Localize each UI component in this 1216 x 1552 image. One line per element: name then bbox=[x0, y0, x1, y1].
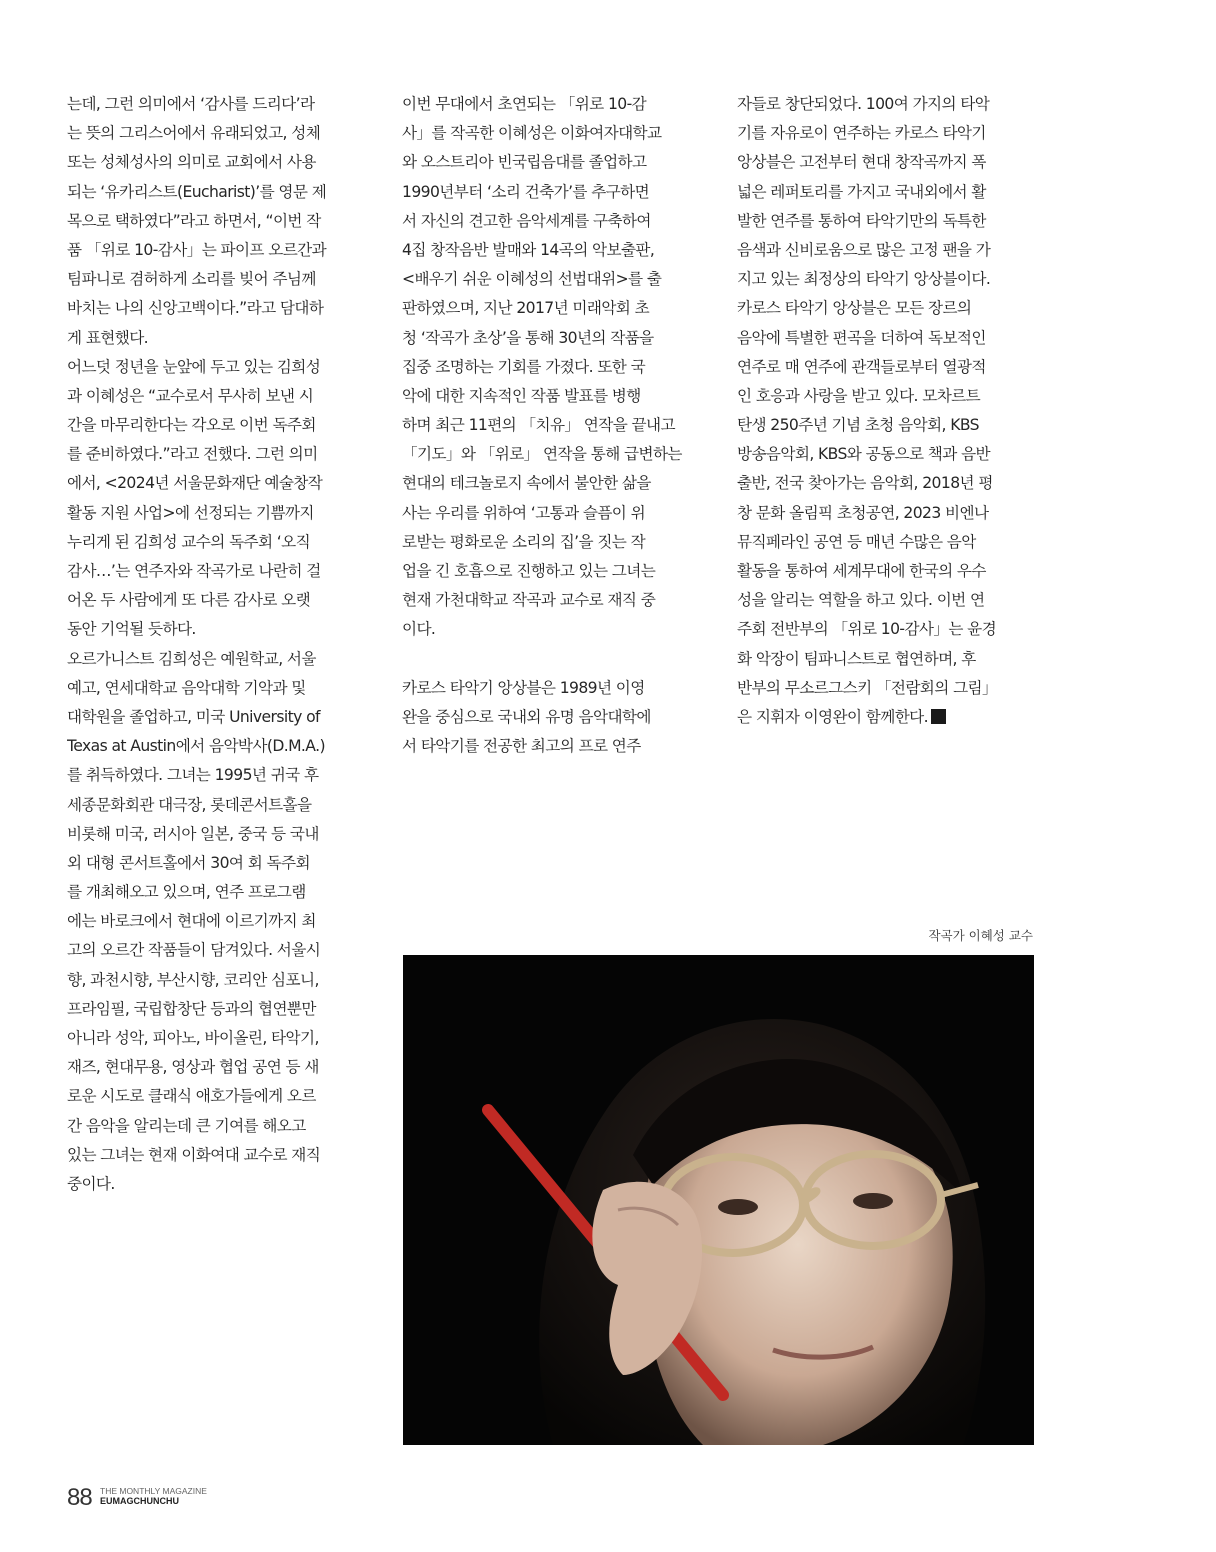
article-paragraph bbox=[737, 90, 1037, 732]
article-paragraph bbox=[67, 645, 367, 1200]
text-line: 에서, <2024년 서울문화재단 예술창작 bbox=[67, 474, 323, 493]
text-line: 를 개최해오고 있으며, 연주 프로그램 bbox=[67, 883, 306, 902]
text-line: 완을 중심으로 국내외 유명 음악대학에 bbox=[402, 707, 651, 726]
text-line: 를 준비하였다.”라고 전했다. 그런 의미 bbox=[67, 445, 318, 464]
text-line: 예고, 연세대학교 음악대학 기악과 및 bbox=[67, 678, 306, 697]
text-line: 이번 무대에서 초연되는 「위로 10-감 bbox=[402, 95, 647, 113]
text-line: 인 호응과 사랑을 받고 있다. 모차르트 bbox=[737, 386, 981, 405]
composer-portrait-photo bbox=[403, 955, 1034, 1445]
text-line: 사는 우리를 위하여 ‘고통과 슬픔이 위 bbox=[402, 503, 646, 522]
text-line: 악에 대한 지속적인 작품 발표를 병행 bbox=[402, 386, 641, 405]
text-line: 감사…’는 연주자와 작곡가로 나란히 걸 bbox=[67, 562, 321, 580]
text-line: 게 표현했다. bbox=[67, 328, 149, 347]
text-line: 또는 성체성사의 의미로 교회에서 사용 bbox=[67, 153, 316, 172]
text-line: 현재 가천대학교 작곡과 교수로 재직 중 bbox=[402, 591, 656, 610]
text-line: 성을 알리는 역할을 하고 있다. 이번 연 bbox=[737, 591, 985, 610]
text-line: 하며 최근 11편의 「치유」 연작을 끝내고 bbox=[402, 416, 675, 435]
text-line: 4집 창작음반 발매와 14곡의 악보출판, bbox=[402, 240, 655, 259]
text-line: 넓은 레퍼토리를 가지고 국내외에서 활 bbox=[737, 182, 986, 201]
text-line: 「기도」와 「위로」 연작을 통해 급변하는 bbox=[402, 445, 682, 464]
article-paragraph bbox=[402, 90, 702, 645]
text-line: 현대의 테크놀로지 속에서 불안한 삶을 bbox=[402, 474, 651, 493]
text-line: 카로스 타악기 앙상블은 1989년 이영 bbox=[402, 678, 645, 697]
page-number: 88 bbox=[67, 1484, 92, 1511]
text-line: 음색과 신비로움으로 많은 고정 팬을 가 bbox=[737, 240, 991, 259]
text-line: 비롯해 미국, 러시아 일본, 중국 등 국내 bbox=[67, 824, 319, 843]
text-line: 탄생 250주년 기념 초청 음악회, KBS bbox=[737, 416, 979, 435]
text-line: 자들로 창단되었다. 100여 가지의 타악 bbox=[737, 95, 990, 113]
text-line: 1990년부터 ‘소리 건축가’를 추구하면 bbox=[402, 182, 650, 201]
text-line: 간 음악을 알리는데 큰 기여를 해오고 bbox=[67, 1116, 306, 1135]
text-line: 앙상블은 고전부터 현대 창작곡까지 폭 bbox=[737, 153, 986, 172]
text-line: 뮤직페라인 공연 등 매년 수많은 음악 bbox=[737, 532, 976, 551]
text-line: 있는 그녀는 현재 이화여대 교수로 재직 bbox=[67, 1145, 321, 1164]
text-line: 팀파니로 겸허하게 소리를 빚어 주님께 bbox=[67, 270, 316, 289]
text-line: 중이다. bbox=[67, 1174, 115, 1193]
text-line: 프라임필, 국립합창단 등과의 협연뿐만 bbox=[67, 999, 316, 1018]
text-line: 고의 오르간 작품들이 담겨있다. 서울시 bbox=[67, 941, 321, 960]
article-paragraph bbox=[67, 353, 367, 645]
text-line: 어온 두 사람에게 또 다른 감사로 오랫 bbox=[67, 591, 311, 610]
text-line: 향, 과천시향, 부산시향, 코리안 심포니, bbox=[67, 970, 319, 989]
text-line: 간을 마무리한다는 각오로 이번 독주회 bbox=[67, 416, 316, 435]
text-line: 서 자신의 견고한 음악세계를 구축하여 bbox=[402, 211, 651, 230]
text-line: 창 문화 올림픽 초청공연, 2023 비엔나 bbox=[737, 503, 989, 522]
text-line: <배우기 쉬운 이혜성의 선법대위>를 출 bbox=[402, 270, 662, 289]
text-line: 재즈, 현대무용, 영상과 협업 공연 등 새 bbox=[67, 1058, 319, 1077]
article-column-2 bbox=[402, 90, 702, 761]
photo-caption: 작곡가 이혜성 교수 bbox=[928, 928, 1033, 943]
text-line: 화 악장이 팀파니스트로 협연하며, 후 bbox=[737, 649, 976, 668]
text-line: 음악에 특별한 편곡을 더하여 독보적인 bbox=[737, 328, 986, 347]
text-line: 활동 지원 사업>에 선정되는 기쁨까지 bbox=[67, 503, 314, 522]
text-line: 은 지휘자 이영완이 함께한다. bbox=[737, 703, 1037, 732]
text-line: 로받는 평화로운 소리의 집’을 짓는 작 bbox=[402, 532, 646, 551]
text-line: 는데, 그런 의미에서 ‘감사를 드리다’라 bbox=[67, 95, 315, 113]
magazine-subtitle: THE MONTHLY MAGAZINE bbox=[100, 1486, 207, 1496]
paragraph-gap bbox=[402, 645, 702, 674]
text-line: 카로스 타악기 앙상블은 모든 장르의 bbox=[737, 299, 972, 318]
text-line: 누리게 된 김희성 교수의 독주회 ‘오직 bbox=[67, 532, 311, 551]
text-line: 업을 긴 호흡으로 진행하고 있는 그녀는 bbox=[402, 562, 656, 580]
text-line: 아니라 성악, 피아노, 바이올린, 타악기, bbox=[67, 1029, 319, 1047]
text-line: 되는 ‘유카리스트(Eucharist)’를 영문 제 bbox=[67, 182, 327, 201]
text-line: 외 대형 콘서트홀에서 30여 회 독주회 bbox=[67, 853, 310, 872]
text-line: 청 ‘작곡가 초상’을 통해 30년의 작품을 bbox=[402, 328, 654, 347]
text-line: 대학원을 졸업하고, 미국 University of bbox=[67, 707, 320, 726]
article-paragraph bbox=[402, 674, 702, 762]
article-column-3 bbox=[737, 90, 1037, 732]
text-line: 과 이혜성은 “교수로서 무사히 보낸 시 bbox=[67, 386, 314, 405]
text-line: 바치는 나의 신앙고백이다.”라고 담대하 bbox=[67, 299, 324, 318]
text-line: 세종문화회관 대극장, 롯데콘서트홀을 bbox=[67, 795, 312, 814]
text-line: 주회 전반부의 「위로 10-감사」는 윤경 bbox=[737, 620, 997, 639]
text-line: 발한 연주를 통하여 타악기만의 독특한 bbox=[737, 211, 986, 230]
text-line: 로운 시도로 클래식 애호가들에게 오르 bbox=[67, 1087, 316, 1106]
text-line: 는 뜻의 그리스어에서 유래되었고, 성체 bbox=[67, 124, 321, 143]
text-line: 품 「위로 10-감사」는 파이프 오르간과 bbox=[67, 240, 327, 259]
text-line: 사」를 작곡한 이혜성은 이화여자대학교 bbox=[402, 124, 662, 143]
text-line: 목으로 택하였다”라고 하면서, “이번 작 bbox=[67, 211, 321, 230]
text-line: 활동을 통하여 세계무대에 한국의 우수 bbox=[737, 562, 986, 580]
text-line: 를 취득하였다. 그녀는 1995년 귀국 후 bbox=[67, 766, 319, 785]
text-line: 서 타악기를 전공한 최고의 프로 연주 bbox=[402, 737, 641, 756]
magazine-name: EUMAGCHUNCHU bbox=[100, 1496, 179, 1506]
text-line: 집중 조명하는 기회를 가졌다. 또한 국 bbox=[402, 357, 646, 376]
text-line: 에는 바로크에서 현대에 이르기까지 최 bbox=[67, 912, 316, 931]
text-line: 동안 기억될 듯하다. bbox=[67, 620, 196, 639]
text-line: 연주로 매 연주에 관객들로부터 열광적 bbox=[737, 357, 986, 376]
text-line: 어느덧 정년을 눈앞에 두고 있는 김희성 bbox=[67, 357, 321, 376]
text-line: 기를 자유로이 연주하는 카로스 타악기 bbox=[737, 124, 986, 143]
article-end-mark bbox=[931, 709, 946, 724]
text-line: 오르가니스트 김희성은 예원학교, 서울 bbox=[67, 649, 316, 668]
text-line: 와 오스트리아 빈국립음대를 졸업하고 bbox=[402, 153, 647, 172]
text-line: 반부의 무소르그스키 「전람회의 그림」 bbox=[737, 678, 998, 697]
text-line: 방송음악회, KBS와 공동으로 책과 음반 bbox=[737, 445, 991, 464]
text-line: 지고 있는 최정상의 타악기 앙상블이다. bbox=[737, 270, 991, 289]
text-line: 출반, 전국 찾아가는 음악회, 2018년 평 bbox=[737, 474, 993, 493]
article-column-1 bbox=[67, 90, 367, 1199]
text-line: Texas at Austin에서 음악박사(D.M.A.) bbox=[67, 737, 325, 756]
article-paragraph bbox=[67, 90, 367, 353]
text-line: 이다. bbox=[402, 620, 436, 639]
text-line: 판하였으며, 지난 2017년 미래악회 초 bbox=[402, 299, 650, 318]
